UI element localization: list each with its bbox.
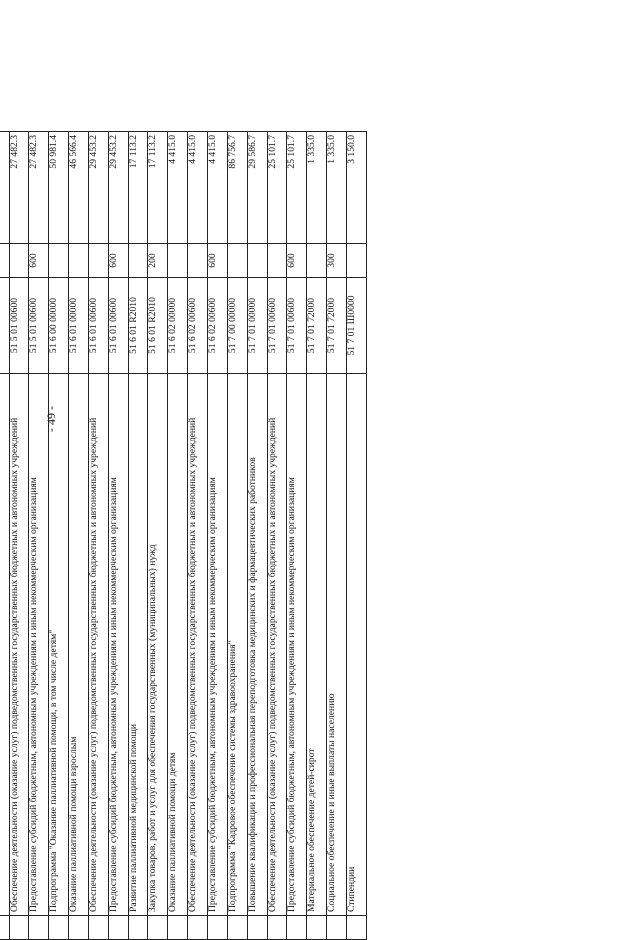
cell-code (0, 278, 9, 374)
cell-no (108, 916, 128, 940)
cell-code: 51 7 01 00600 (267, 278, 287, 374)
cell-no (287, 916, 307, 940)
cell-no (327, 916, 347, 940)
cell-name: Оказание паллиативной помощи детям (168, 374, 188, 916)
table-row (128, 132, 148, 940)
cell-amount: 1 335.0 (307, 132, 327, 244)
cell-amount: 17 113.2 (128, 132, 148, 244)
cell-name: Предоставление субсидий бюджетным, автономным учреждениям и иным некоммерческим организациям (287, 374, 307, 916)
cell-code: 51 6 01 00000 (69, 278, 89, 374)
cell-kind (168, 244, 188, 278)
cell-amount: 86 756.7 (227, 132, 247, 244)
table-row (168, 132, 188, 940)
cell-kind: 600 (29, 244, 49, 278)
cell-amount: 29 586.7 (247, 132, 267, 244)
table-row (88, 132, 108, 940)
cell-kind: 600 (207, 244, 227, 278)
cell-name: Обеспечение деятельности (оказание услуг) подведомственных государственных бюджетных и автономных учреждений (267, 374, 287, 916)
cell-name: Предоставление субсидий бюджетным, автономным учреждениям и иным некоммерческим организациям (207, 374, 227, 916)
cell-code: 51 5 01 00600 (9, 278, 29, 374)
cell-name: Предоставление субсидий бюджетным, автономным учреждениям и иным некоммерческим организациям (108, 374, 128, 916)
cell-code: 51 7 01 72000 (307, 278, 327, 374)
cell-name: Закупка товаров, работ и услуг для обеспечения государственных (муниципальных) нужд (148, 374, 168, 916)
cell-amount: 27 482.3 (29, 132, 49, 244)
table-body (0, 132, 367, 940)
table-row (29, 132, 49, 940)
table-row (327, 132, 347, 940)
cell-no (227, 916, 247, 940)
table-row (9, 132, 29, 940)
cell-name: Развитие паллиативной медицинской помощи (128, 374, 148, 916)
cell-kind (9, 244, 29, 278)
cell-code: 51 7 01 Ш0000 (346, 278, 366, 374)
cell-amount: 50 981.4 (49, 132, 69, 244)
cell-kind (69, 244, 89, 278)
cell-no (9, 916, 29, 940)
cell-code: 51 6 02 00000 (168, 278, 188, 374)
page-number: - 49 - (44, 406, 58, 432)
cell-no (346, 916, 366, 940)
cell-name: Подпрограмма "Кадровое обеспечение системы здравоохранения" (227, 374, 247, 916)
cell-kind (188, 244, 208, 278)
table-row (108, 132, 128, 940)
table-row (307, 132, 327, 940)
cell-code: 51 6 02 00600 (207, 278, 227, 374)
cell-amount: 17 113.2 (148, 132, 168, 244)
table-row (207, 132, 227, 940)
cell-kind (346, 244, 366, 278)
cell-code: 51 6 01 R2010 (148, 278, 168, 374)
cell-code: 51 5 01 00600 (29, 278, 49, 374)
cell-name: Обеспечение деятельности (оказание услуг) подведомственных государственных бюджетных и автономных учреждений (188, 374, 208, 916)
table-row (346, 132, 366, 940)
cell-kind (227, 244, 247, 278)
cell-name: Предоставление субсидий бюджетным, автономным учреждениям и иным некоммерческим организациям (29, 374, 49, 916)
cell-no (247, 916, 267, 940)
cell-no (207, 916, 227, 940)
cell-name: Обеспечение деятельности (оказание услуг) подведомственных государственных бюджетных и автономных учреждений (9, 374, 29, 916)
cell-amount: 25 101.7 (287, 132, 307, 244)
cell-no (88, 916, 108, 940)
cell-amount: 3 150.0 (346, 132, 366, 244)
table-row (267, 132, 287, 940)
table-row (0, 132, 9, 940)
cell-code: 51 6 01 00600 (108, 278, 128, 374)
table-row (287, 132, 307, 940)
cell-no (188, 916, 208, 940)
cell-kind (88, 244, 108, 278)
cell-name: Стипендии (346, 374, 366, 916)
table-row (148, 132, 168, 940)
cell-kind (267, 244, 287, 278)
cell-no (49, 916, 69, 940)
cell-amount: 46 566.4 (69, 132, 89, 244)
cell-name: Оказание паллиативной помощи взрослым (69, 374, 89, 916)
cell-no (29, 916, 49, 940)
table-row (227, 132, 247, 940)
cell-no (0, 916, 9, 940)
cell-code: 51 6 02 00600 (188, 278, 208, 374)
cell-name: Обеспечение деятельности (оказание услуг) подведомственных государственных бюджетных и автономных учреждений (88, 374, 108, 916)
cell-name: Подпрограмма "Оказание паллиативной помощи, в том числе детям" (49, 374, 69, 916)
cell-code: 51 7 01 00600 (287, 278, 307, 374)
cell-code: 51 7 01 72000 (327, 278, 347, 374)
cell-kind (247, 244, 267, 278)
cell-name: Социальное обеспечение и иные выплаты населению (327, 374, 347, 916)
cell-kind: 600 (108, 244, 128, 278)
cell-kind (128, 244, 148, 278)
cell-kind (49, 244, 69, 278)
rotated-budget-table-container (0, 132, 367, 940)
cell-kind (0, 244, 9, 278)
cell-amount: 1 335.0 (327, 132, 347, 244)
table-row (69, 132, 89, 940)
cell-amount: 27 482.3 (9, 132, 29, 244)
cell-no (69, 916, 89, 940)
cell-amount: 25 101.7 (267, 132, 287, 244)
cell-no (128, 916, 148, 940)
cell-code: 51 7 00 00000 (227, 278, 247, 374)
cell-kind: 600 (287, 244, 307, 278)
cell-amount: 29 453.2 (108, 132, 128, 244)
cell-code: 51 6 00 00000 (49, 278, 69, 374)
table-row (49, 132, 69, 940)
cell-amount (0, 132, 9, 244)
cell-code: 51 6 01 00600 (88, 278, 108, 374)
cell-amount: 4 415.0 (168, 132, 188, 244)
cell-no (148, 916, 168, 940)
table-row (247, 132, 267, 940)
cell-name (0, 374, 9, 916)
cell-name: Повышение квалификации и профессиональная переподготовка медицинских и фармацевтических работников (247, 374, 267, 916)
cell-kind (307, 244, 327, 278)
cell-kind: 200 (148, 244, 168, 278)
cell-no (267, 916, 287, 940)
cell-code: 51 7 01 00000 (247, 278, 267, 374)
cell-name: Материальное обеспечение детей-сирот (307, 374, 327, 916)
cell-amount: 4 415.0 (188, 132, 208, 244)
cell-amount: 4 415.0 (207, 132, 227, 244)
table-row (188, 132, 208, 940)
cell-code: 51 6 01 R2010 (128, 278, 148, 374)
budget-table (0, 131, 367, 940)
cell-kind: 300 (327, 244, 347, 278)
cell-no (307, 916, 327, 940)
cell-no (168, 916, 188, 940)
cell-amount: 29 453.2 (88, 132, 108, 244)
